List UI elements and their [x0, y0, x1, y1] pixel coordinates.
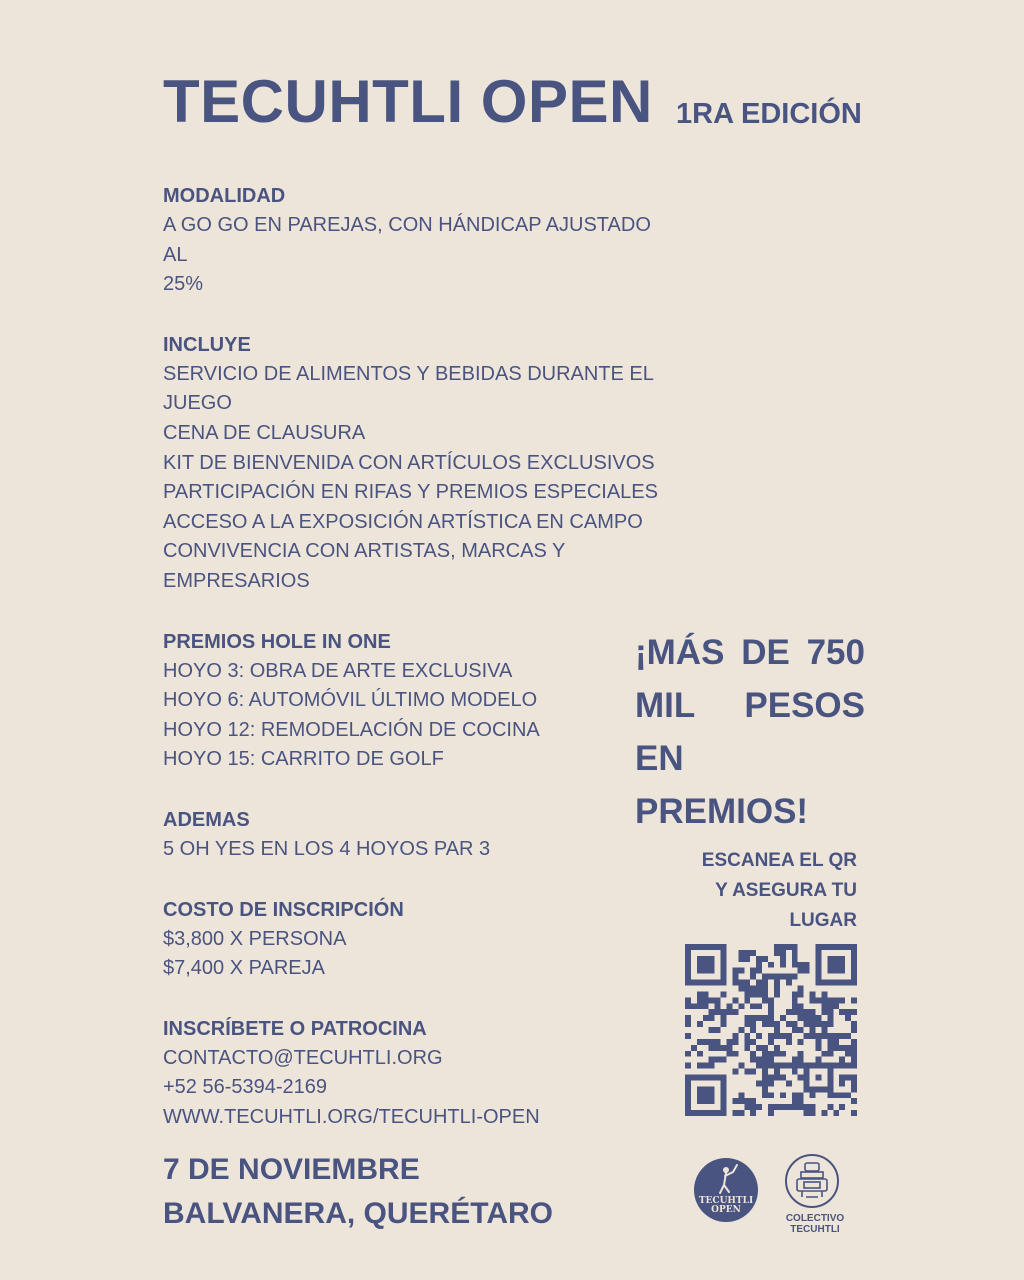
scan-line: ESCANEA EL QR	[701, 850, 857, 871]
section-line: A GO GO EN PAREJAS, CON HÁNDICAP AJUSTADO AL	[163, 214, 651, 266]
event-place: BALVANERA, QUERÉTARO	[163, 1197, 553, 1230]
section-line: PARTICIPACIÓN EN RIFAS Y PREMIOS ESPECIALES	[163, 481, 658, 504]
tecuhtli-open-logo	[693, 1157, 759, 1223]
qr-code[interactable]	[685, 944, 857, 1116]
contact-phone[interactable]: +52 56-5394-2169	[163, 1076, 328, 1099]
section-heading: COSTO DE INSCRIPCIÓN	[163, 898, 404, 921]
section-heading: INSCRÍBETE O PATROCINA	[163, 1017, 427, 1040]
section-contacto	[163, 1014, 663, 1133]
prize-word: DE	[741, 633, 790, 672]
section-heading: MODALIDAD	[163, 185, 286, 207]
section-premios	[163, 627, 663, 775]
section-line: HOYO 6: AUTOMÓVIL ÚLTIMO MODELO	[163, 689, 538, 712]
section-modalidad	[163, 181, 663, 300]
logo-text: TECUHTLI	[698, 1196, 754, 1206]
section-incluye	[163, 330, 663, 597]
section-line: JUEGO	[163, 392, 232, 415]
section-line: EMPRESARIOS	[163, 569, 310, 592]
section-line: KIT DE BIENVENIDA CON ARTÍCULOS EXCLUSIVOS	[163, 451, 655, 474]
prize-word: PESOS	[744, 686, 865, 725]
prize-line: EN PREMIOS!	[635, 739, 809, 831]
contact-website[interactable]: WWW.TECUHTLI.ORG/TECUHTLI-OPEN	[163, 1105, 540, 1128]
section-line: 5 OH YES EN LOS 4 HOYOS PAR 3	[163, 837, 491, 860]
section-line: $3,800 X PERSONA	[163, 927, 347, 950]
scan-line: LUGAR	[789, 910, 857, 931]
section-line: HOYO 15: CARRITO DE GOLF	[163, 748, 444, 771]
section-line: CONVIVENCIA CON ARTISTAS, MARCAS Y	[163, 540, 566, 563]
section-line: SERVICIO DE ALIMENTOS Y BEBIDAS DURANTE EL	[163, 362, 654, 385]
page-title: TECUHTLI OPEN	[163, 68, 653, 135]
logo-text: OPEN	[711, 1205, 741, 1215]
prize-word: ¡MÁS	[635, 633, 725, 672]
section-line: ACCESO A LA EXPOSICIÓN ARTÍSTICA EN CAMPO	[163, 510, 643, 533]
section-line: HOYO 12: REMODELACIÓN DE COCINA	[163, 718, 540, 741]
section-line: HOYO 3: OBRA DE ARTE EXCLUSIVA	[163, 659, 513, 682]
section-costo	[163, 895, 663, 984]
section-heading: INCLUYE	[163, 333, 251, 356]
info-column	[163, 181, 663, 1162]
prize-word: 750	[806, 633, 865, 672]
section-heading: ADEMAS	[163, 808, 250, 831]
event-date: 7 DE NOVIEMBRE	[163, 1153, 420, 1186]
colectivo-label: COLECTIVO TECUHTLI	[785, 1213, 845, 1235]
contact-email[interactable]: CONTACTO@TECUHTLI.ORG	[163, 1046, 443, 1069]
section-line: $7,400 X PAREJA	[163, 957, 325, 980]
scan-line: Y ASEGURA TU	[715, 880, 857, 901]
edition-label: 1RA EDICIÓN	[676, 98, 862, 130]
section-line: 25%	[163, 273, 204, 296]
section-heading: PREMIOS HOLE IN ONE	[163, 630, 391, 653]
prize-word: MIL	[635, 686, 696, 725]
prize-callout	[635, 626, 865, 838]
colectivo-tecuhtli-logo	[784, 1153, 840, 1209]
scan-instructions	[660, 846, 857, 936]
event-footer	[163, 1148, 553, 1236]
section-line: CENA DE CLAUSURA	[163, 421, 366, 444]
section-ademas	[163, 805, 663, 865]
